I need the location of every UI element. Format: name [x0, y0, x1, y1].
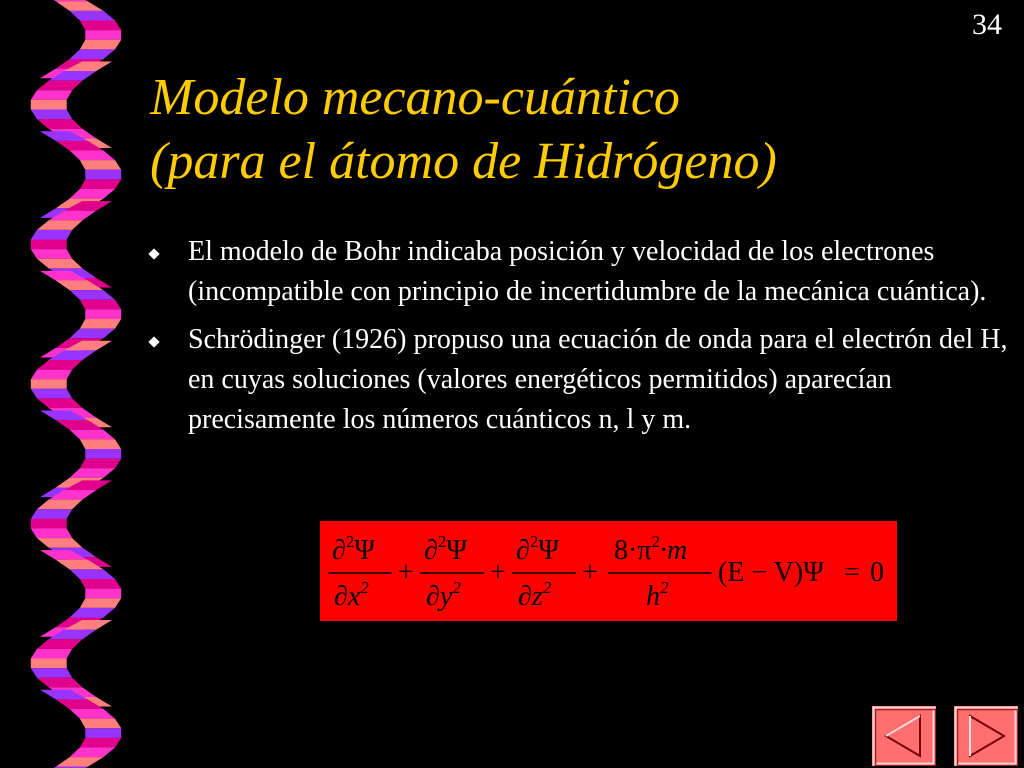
ribbon-strip	[31, 100, 67, 110]
bullet-text: Schrödinger (1926) propuso una ecuación de onda para el electrón del H, en cuyas soluciones (valores energéticos permitidos) aparecían precisamente los números cuánticos n, l y m.	[188, 324, 1008, 435]
slide-number: 34	[972, 8, 1002, 41]
ribbon-strip	[80, 439, 121, 449]
ribbon-strip	[70, 49, 115, 59]
slide-title	[150, 66, 777, 194]
ribbon-strip	[31, 528, 72, 538]
ribbon-strip	[80, 738, 121, 748]
ribbon-strip	[31, 519, 67, 529]
ribbon-strip	[70, 569, 115, 579]
ribbon-strip	[40, 0, 88, 1]
ribbon-strip	[37, 500, 82, 510]
ribbon-strip	[80, 459, 121, 469]
next-slide-button[interactable]	[954, 706, 1018, 766]
eq-term-4-num: $8\cdot\pi^2\cdot m$	[614, 532, 688, 566]
ribbon-strip	[56, 1, 104, 11]
eq-equals: =	[844, 557, 860, 588]
eq-plus-3: +	[582, 557, 598, 588]
bullet-list	[150, 232, 1010, 448]
ribbon-strip	[70, 709, 115, 719]
ribbon-segment	[40, 690, 121, 768]
eq-rhs: 0	[870, 557, 884, 588]
title-line-1: Modelo mecano-cuántico	[150, 69, 680, 126]
ribbon-strip	[37, 678, 82, 688]
ribbon-strip	[80, 319, 121, 329]
eq-term-2-num: ∂$^2$Ψ	[424, 532, 468, 566]
previous-slide-button[interactable]	[872, 706, 936, 766]
bullet-text: El modelo de Bohr indicaba posición y velocidad de los electrones (incompatible con principio de incertidumbre de la mecánica cuántica).	[188, 236, 987, 307]
ribbon-strip	[80, 160, 121, 170]
ribbon-strip	[70, 329, 115, 339]
ribbon-strip	[37, 639, 82, 649]
ribbon-strip	[31, 658, 67, 668]
ribbon-strip	[56, 757, 104, 767]
ribbon-strip	[31, 110, 72, 120]
diamond-bullet-icon	[148, 248, 159, 259]
bullet-item	[150, 232, 1010, 312]
ribbon-strip	[80, 719, 121, 729]
ribbon-strip	[37, 360, 82, 370]
eq-term-1-den: $\partial x^2$	[334, 578, 369, 612]
eq-term-4-den: $h^2$	[646, 578, 669, 612]
decorative-ribbon	[0, 0, 150, 768]
ribbon-strip	[80, 20, 121, 30]
ribbon-strip	[31, 230, 72, 240]
ribbon-strip	[31, 249, 72, 259]
ribbon-strip	[80, 598, 121, 608]
ribbon-strip	[85, 449, 121, 459]
ribbon-strip	[31, 668, 72, 678]
ribbon-strip	[70, 608, 115, 618]
ribbon-strip	[70, 748, 115, 758]
ribbon-strip	[85, 30, 121, 40]
bullet-item	[150, 320, 1010, 440]
title-line-2: (para el átomo de Hidrógeno)	[150, 133, 777, 190]
schrodinger-equation	[320, 521, 897, 621]
ribbon-strip	[31, 240, 67, 250]
ribbon-strip	[85, 170, 121, 180]
ribbon-strip	[85, 309, 121, 319]
ribbon-strip	[80, 179, 121, 189]
eq-plus-2: +	[490, 557, 506, 588]
ribbon-strip	[80, 300, 121, 310]
ribbon-strip	[37, 220, 82, 230]
triangle-right-icon	[954, 706, 1018, 766]
ribbon-strip	[70, 189, 115, 199]
ribbon-strip	[85, 728, 121, 738]
ribbon-strip	[37, 119, 82, 129]
ribbon-strip	[31, 370, 72, 380]
ribbon-strip	[37, 81, 82, 91]
ribbon-strip	[31, 509, 72, 519]
ribbon-strip	[37, 398, 82, 408]
eq-tail: (E − V)Ψ	[718, 557, 824, 588]
ribbon-strip	[31, 379, 67, 389]
ribbon-strip	[37, 259, 82, 269]
eq-term-2-den: $\partial y^2$	[426, 578, 461, 612]
triangle-left-icon	[872, 706, 936, 766]
ribbon-strip	[80, 579, 121, 589]
ribbon-strip	[70, 468, 115, 478]
ribbon-strip	[70, 11, 115, 21]
eq-term-3-num: ∂$^2$Ψ	[516, 532, 560, 566]
ribbon-strip	[70, 430, 115, 440]
ribbon-strip	[37, 538, 82, 548]
eq-plus-1: +	[398, 557, 414, 588]
ribbon-strip	[70, 290, 115, 300]
ribbon-strip	[85, 589, 121, 599]
ribbon-strip	[31, 90, 72, 100]
ribbon-strip	[80, 40, 121, 50]
diamond-bullet-icon	[148, 336, 159, 347]
ribbon-strip	[70, 150, 115, 160]
ribbon-strip	[31, 649, 72, 659]
eq-term-1-num: ∂$^2$Ψ	[332, 532, 376, 566]
ribbon-strip	[31, 389, 72, 399]
eq-term-3-den: $\partial z^2$	[518, 578, 552, 612]
